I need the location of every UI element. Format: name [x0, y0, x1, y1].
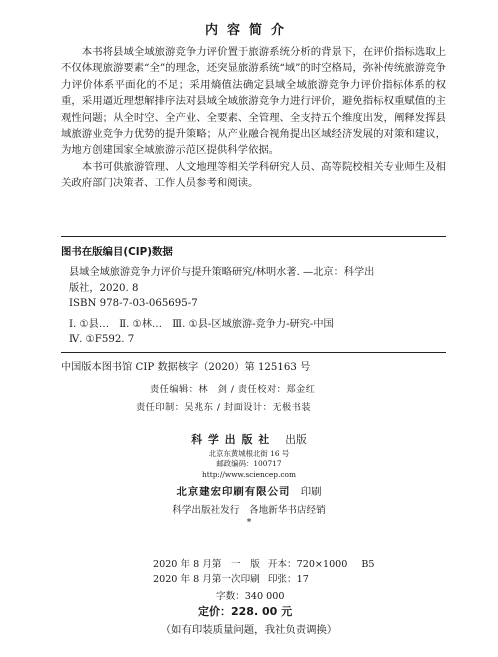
sheet-count: 印张：17 — [267, 574, 309, 585]
cip-heading: 图书在版编目(CIP)数据 — [61, 246, 173, 258]
publisher-postcode: 邮政编码：100717 — [216, 459, 282, 469]
cip-title-line-1: 县域全域旅游竞争力评价与提升策略研究/林明水著. —北京：科学出 — [69, 267, 375, 278]
printer-name: 北京建宏印刷有限公司 — [176, 486, 291, 499]
cip-isbn: ISBN 978-7-03-065695-7 — [69, 298, 198, 310]
publisher-name: 科学出版社 — [191, 433, 276, 446]
ornament-asterisk: * — [246, 518, 252, 529]
cip-subject-line-2: Ⅳ. ①F592. 7 — [69, 334, 135, 346]
printer-role: 印刷 — [300, 486, 322, 499]
abstract-body — [61, 44, 446, 192]
cip-data-block — [61, 236, 446, 373]
credits-editors: 责任编辑：林 剑 / 责任校对：郑金红 — [150, 384, 316, 395]
printer-line — [0, 483, 498, 498]
cip-record — [61, 265, 446, 348]
format-size: 开本：720×1000 — [267, 559, 348, 570]
printing-date: 2020 年 8 月第一次印刷 — [153, 574, 260, 585]
print-spec-table — [153, 557, 379, 587]
spec-row — [153, 557, 379, 572]
cip-record-number: 中国版本图书馆 CIP 数据核字（2020）第 125163 号 — [61, 361, 311, 373]
price-value: 228. 00 元 — [231, 605, 293, 618]
abstract-paragraph-2: 本书可供旅游管理、人文地理等相关学科研究人员、高等院校相关专业师生及相关政府部门决策者、工作人员参考和阅读。 — [61, 160, 446, 190]
publisher-line — [0, 432, 498, 447]
publisher-website: http://www.sciencep.com — [202, 469, 296, 479]
cip-bottom-rule — [61, 352, 446, 353]
price-label: 定价： — [198, 605, 231, 618]
edition-date: 2020 年 8 月第 一 版 — [153, 559, 260, 570]
abstract-title: 内容简介 — [204, 23, 293, 38]
publisher-block — [0, 432, 498, 529]
word-count: 字数：340 000 — [216, 591, 285, 602]
cip-top-rule — [61, 236, 446, 237]
publisher-role: 出版 — [285, 433, 307, 446]
quality-notice: （如有印装质量问题，我社负责调换） — [160, 624, 338, 636]
spec-row — [153, 572, 379, 587]
format-code: B5 — [361, 559, 375, 570]
abstract-paragraph-1: 本书将县域全域旅游竞争力评价置于旅游系统分析的背景下，在评价指标选取上不仅体现旅游要素“全”的理念，还突显旅游系统“域”的时空格局，弥补传统旅游竞争力评价体系平面化的不足；采用熵值法确定县域全域旅游竞争力评价指标体系的权重，采用逼近理想解排序法对县域全域旅游竞争力进行评价，避免指标权重赋值的主观性问题；从全时空、全产业、全要素、全管理、全支持五个维度出发，阐释发挥县域旅游业竞争力优势的提升策略；从产业融合视角提出区域经济发展的对策和建议，为地方创建国家全域旅游示范区提供科学依据。 — [61, 46, 446, 157]
credits-production: 责任印制：吴兆东 / 封面设计：无极书装 — [136, 402, 312, 413]
price-line — [198, 603, 292, 619]
distribution-line: 科学出版社发行 各地新华书店经销 — [172, 505, 326, 517]
cip-subject-line-1: Ⅰ. ①县… Ⅱ. ①林… Ⅲ. ①县-区域旅游-竞争力-研究-中国 — [69, 318, 334, 330]
spec-empty — [361, 572, 378, 587]
cip-title-line-2: 版社，2020. 8 — [69, 282, 139, 294]
publisher-address: 北京东黄城根北街 16 号 — [208, 449, 290, 458]
